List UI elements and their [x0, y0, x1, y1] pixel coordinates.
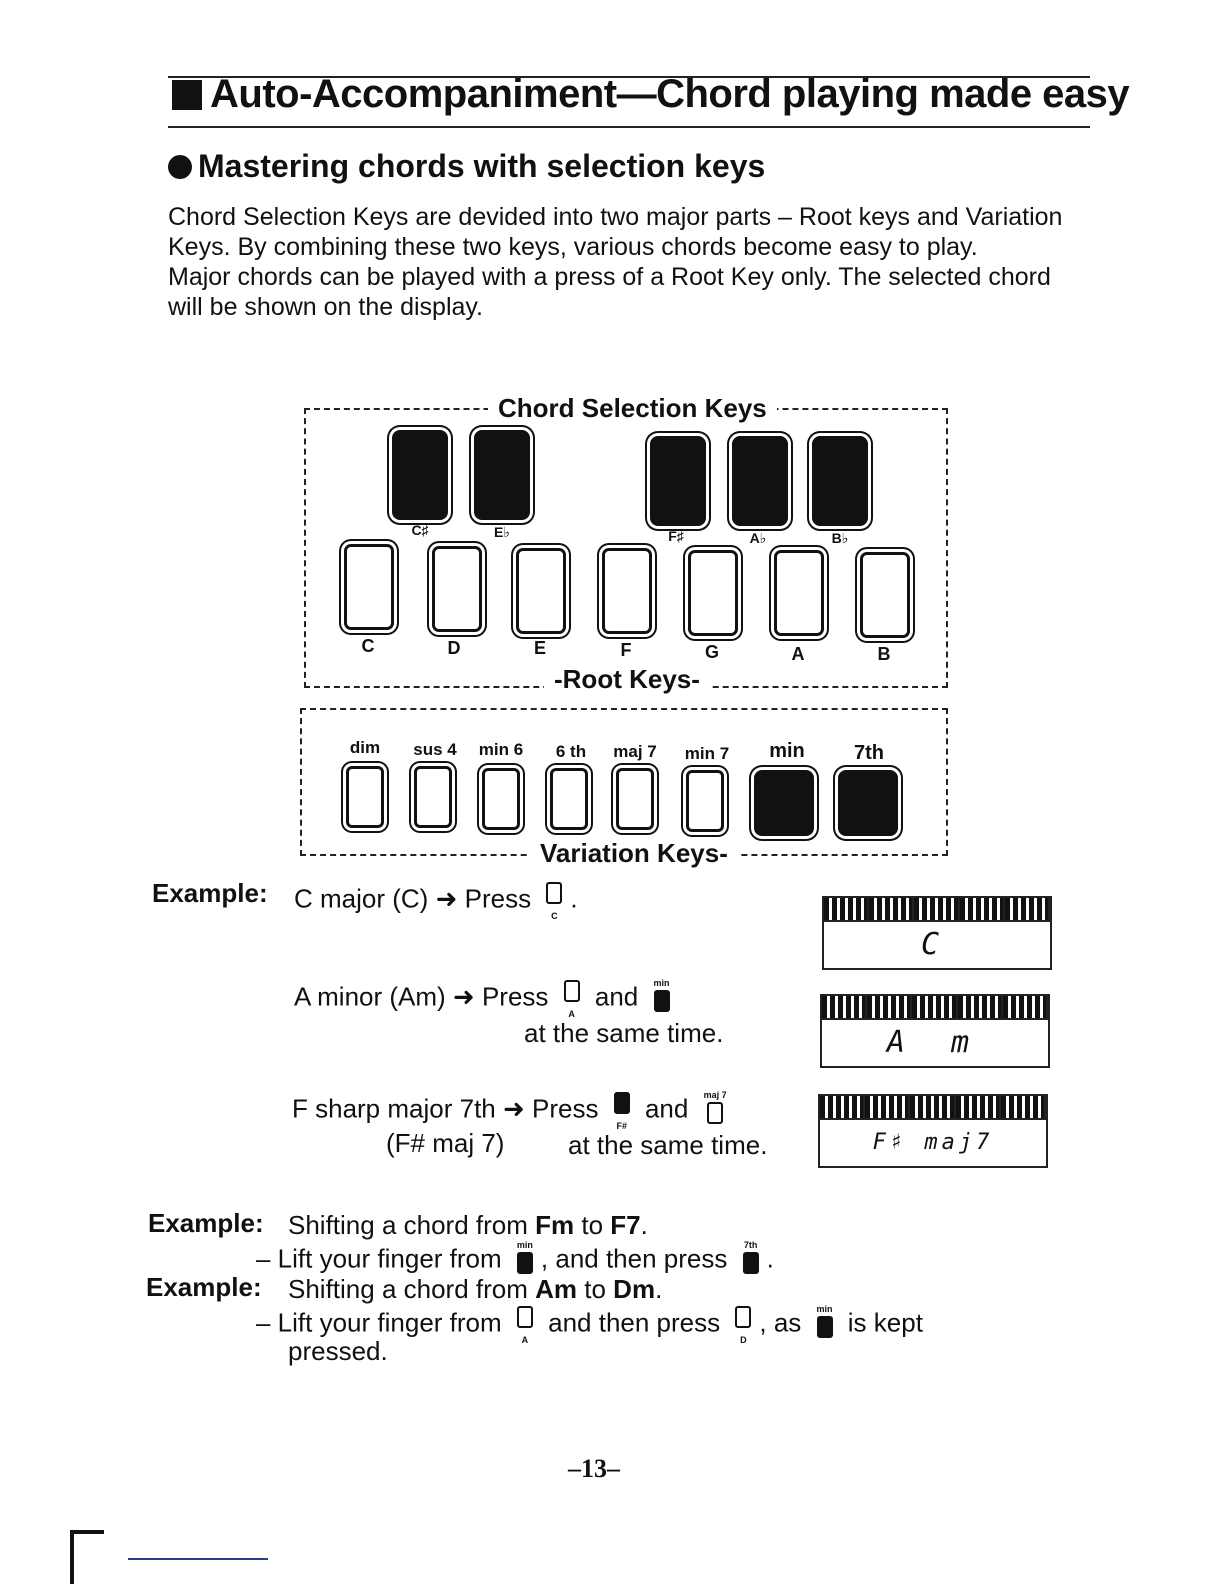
root-key-a[interactable]	[774, 550, 824, 636]
mini-key-a: A	[517, 1304, 533, 1345]
black-key-c-sharp[interactable]	[392, 430, 448, 520]
shift-example-label-2: Example:	[146, 1272, 262, 1302]
label-a: A	[791, 644, 805, 664]
label-g: G	[704, 642, 719, 662]
variation-key-6th[interactable]	[550, 768, 588, 830]
mini-key-c: C	[546, 880, 562, 921]
display-readout-1: C	[920, 927, 954, 962]
intro-text	[168, 202, 1088, 322]
mini-key-f-sharp: F#	[614, 1090, 630, 1131]
example-3-line: F sharp major 7th ➜ Press F# and maj 7	[292, 1090, 727, 1131]
intro-paragraph-2: Major chords can be played with a press of a Root Key only. The selected chord will be shown on the display.	[168, 263, 1051, 321]
label-f-sharp: F♯	[668, 528, 684, 544]
section-title: Mastering chords with selection keys	[198, 148, 766, 184]
variation-key-maj7[interactable]	[616, 768, 654, 830]
arrow-icon: ➜	[435, 883, 458, 914]
display-f-sharp-maj7	[818, 1094, 1048, 1168]
example-1-press: Press	[464, 883, 532, 914]
mini-key-min: min	[517, 1240, 533, 1281]
variation-key-min[interactable]	[754, 770, 814, 836]
label-f: F	[620, 640, 632, 660]
black-key-f-sharp[interactable]	[650, 436, 706, 526]
label-7th: 7th	[854, 742, 884, 764]
label-min: min	[769, 740, 805, 762]
chord-selection-title: Chord Selection Keys	[488, 393, 777, 424]
black-key-a-flat[interactable]	[732, 436, 788, 526]
root-key-c[interactable]	[344, 544, 394, 630]
variation-key-min6[interactable]	[482, 768, 520, 830]
example-1-line: C major (C) ➜ Press C .	[294, 880, 578, 921]
page-header	[172, 72, 1129, 117]
mini-key-min: min	[817, 1304, 833, 1345]
example-3-chord-short: (F# maj 7)	[386, 1128, 505, 1158]
scan-line	[128, 1558, 268, 1560]
root-key-g[interactable]	[688, 550, 738, 636]
shift-line-3: Shifting a chord from Am to Dm.	[288, 1274, 663, 1304]
header-rule-bottom	[168, 126, 1090, 128]
display-keyboard-icon	[820, 1096, 1046, 1120]
variation-key-7th[interactable]	[838, 770, 898, 836]
mini-key-min: min	[654, 978, 670, 1019]
example-1-chord: C major (C)	[294, 883, 429, 914]
shift-line-5: pressed.	[288, 1336, 388, 1366]
root-keys-title: -Root Keys-	[544, 664, 710, 695]
page-number: –13–	[568, 1454, 620, 1483]
example-3-chord: F sharp major 7th	[292, 1093, 496, 1124]
black-key-e-flat[interactable]	[474, 430, 530, 520]
section-heading	[168, 148, 765, 185]
arrow-icon: ➜	[502, 1093, 525, 1124]
mini-key-d: D	[735, 1304, 751, 1345]
example-3-same-time: at the same time.	[568, 1130, 768, 1160]
display-a-minor	[820, 994, 1050, 1068]
header-title: Auto-Accompaniment—Chord playing made easy	[210, 72, 1130, 116]
label-b-flat: B♭	[831, 530, 849, 546]
mini-key-maj7: maj 7	[704, 1090, 727, 1131]
display-readout-3: F♯ maj7	[872, 1130, 994, 1155]
label-6th: 6 th	[555, 742, 587, 761]
arrow-icon: ➜	[452, 981, 475, 1012]
example-2-same-time: at the same time.	[524, 1018, 724, 1048]
shift-example-label-1: Example:	[148, 1208, 264, 1238]
example-2-chord: A minor (Am)	[294, 981, 446, 1012]
display-keyboard-icon	[822, 996, 1048, 1020]
crop-mark-horizontal	[70, 1530, 104, 1534]
label-e: E	[533, 638, 546, 658]
variation-keys-title: Variation Keys-	[530, 838, 738, 869]
label-min7: min 7	[684, 744, 730, 763]
root-key-f[interactable]	[602, 548, 652, 634]
label-c: C	[361, 636, 375, 656]
display-readout-2: A m	[886, 1025, 984, 1060]
crop-mark	[70, 1530, 74, 1584]
intro-paragraph-1: Chord Selection Keys are devided into two major parts – Root keys and Variation Keys. By combining these two keys, various chords become easy to play.	[168, 203, 1063, 261]
root-key-e[interactable]	[516, 548, 566, 634]
label-dim: dim	[349, 738, 381, 757]
variation-key-dim[interactable]	[346, 766, 384, 828]
label-min6: min 6	[478, 740, 524, 759]
shift-line-1: Shifting a chord from Fm to F7.	[288, 1210, 648, 1240]
label-b: B	[877, 644, 891, 664]
display-c-major	[822, 896, 1052, 970]
variation-key-min7[interactable]	[686, 770, 724, 832]
label-sus4: sus 4	[413, 740, 457, 759]
label-maj7: maj 7	[613, 742, 657, 761]
root-key-b[interactable]	[860, 552, 910, 638]
black-key-b-flat[interactable]	[812, 436, 868, 526]
variation-key-sus4[interactable]	[414, 766, 452, 828]
square-bullet-icon	[172, 80, 202, 110]
label-d: D	[447, 638, 461, 658]
example-label: Example:	[152, 878, 268, 908]
label-c-sharp: C♯	[411, 522, 429, 538]
display-keyboard-icon	[824, 898, 1050, 922]
mini-key-7th: 7th	[743, 1240, 759, 1281]
example-2-press: Press	[481, 981, 549, 1012]
shift-line-4: – Lift your finger from A and then press D , as min is kept	[256, 1304, 923, 1345]
root-key-d[interactable]	[432, 546, 482, 632]
shift-line-2: – Lift your finger from min , and then press 7th .	[256, 1240, 774, 1281]
example-3-press: Press	[532, 1093, 599, 1124]
label-e-flat: E♭	[494, 524, 510, 540]
mini-key-a: A	[564, 978, 580, 1019]
label-a-flat: A♭	[749, 530, 767, 546]
round-bullet-icon	[168, 155, 192, 179]
example-2-line: A minor (Am) ➜ Press A and min	[294, 978, 670, 1019]
